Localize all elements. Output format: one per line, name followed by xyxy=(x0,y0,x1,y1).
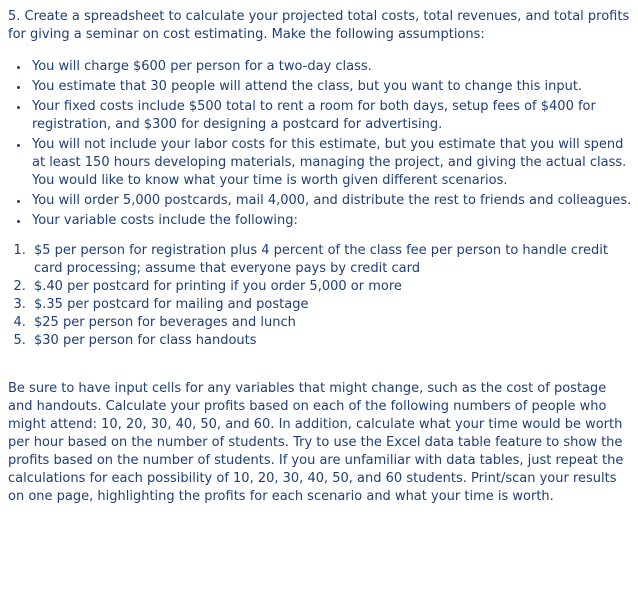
assumptions-bullet-list xyxy=(8,58,632,230)
list-item: 3. $.35 per postcard for mailing and postage xyxy=(30,296,632,314)
list-item: • Your variable costs include the following: xyxy=(30,212,632,230)
list-item: • You will charge $600 per person for a two-day class. xyxy=(30,58,632,76)
exercise-intro-paragraph: 5. Create a spreadsheet to calculate your projected total costs, total revenues, and total profits for giving a seminar on cost estimating. Make the following assumptions: xyxy=(8,9,630,42)
variable-costs-numbered-list xyxy=(8,242,632,350)
list-item: • Your fixed costs include $500 total to rent a room for both days, setup fees of $400 for registration, and $300 for designing a postcard for advertising. xyxy=(30,98,632,134)
list-item: 1. $5 per person for registration plus 4 percent of the class fee per person to handle credit card processing; assume that everyone pays by credit card xyxy=(30,242,632,278)
list-item: • You will not include your labor costs for this estimate, but you estimate that you will spend at least 150 hours developing materials, managing the project, and giving the actual class. You would like to know what your time is worth given different scenarios. xyxy=(30,136,632,190)
closing-instructions-paragraph: Be sure to have input cells for any variables that might change, such as the cost of postage and handouts. Calculate your profits based on each of the following numbers of people who might attend: 10, 20, 30, 40, 50, and 60. In addition, calculate what your time would be worth per hour based on the number of students. Try to use the Excel data table feature to show the profits based on the number of students. If you are unfamiliar with data tables, just repeat the calculations for each possibility of 10, 20, 30, 40, 50, and 60 students. Print/scan your results on one page, highlighting the profits for each scenario and what your time is worth. xyxy=(8,381,624,504)
list-item: • You will order 5,000 postcards, mail 4,000, and distribute the rest to friends and colleagues. xyxy=(30,192,632,210)
list-item: 2. $.40 per postcard for printing if you order 5,000 or more xyxy=(30,278,632,296)
list-item: 4. $25 per person for beverages and lunch xyxy=(30,314,632,332)
list-item: 5. $30 per person for class handouts xyxy=(30,332,632,350)
list-item: • You estimate that 30 people will attend the class, but you want to change this input. xyxy=(30,78,632,96)
